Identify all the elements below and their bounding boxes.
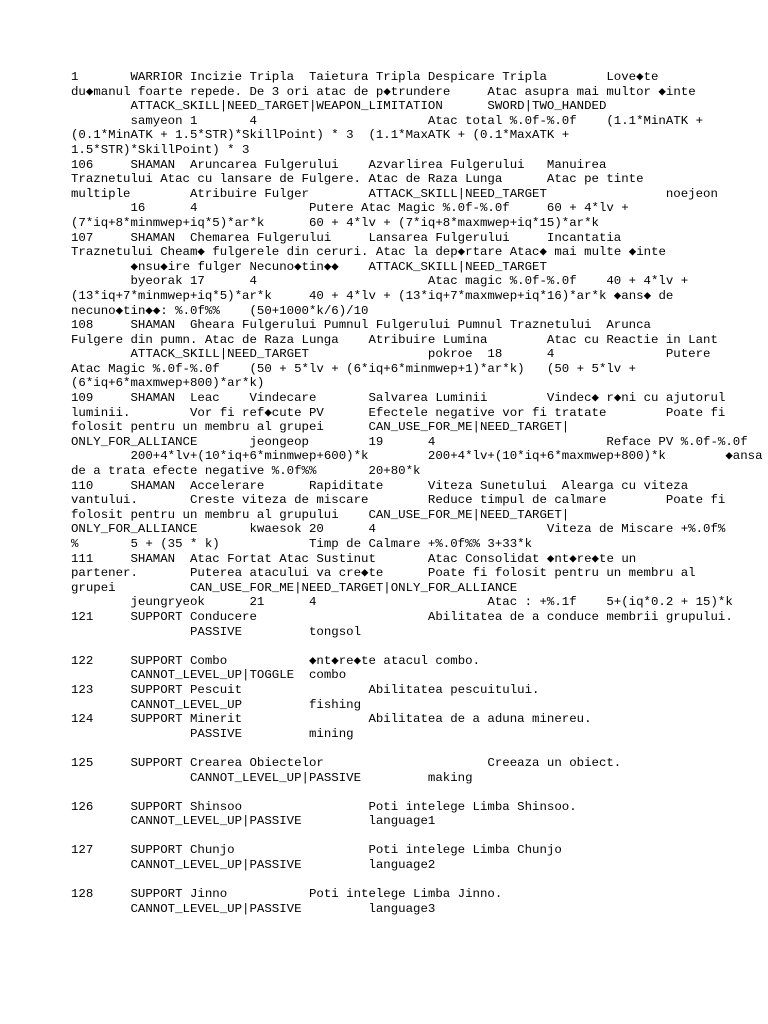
skill-table-text: 1 WARRIOR Incizie Tripla Taietura Tripla Despicare Tripla Love◆te du◆manul foarte repede. De 3 ori atac de p◆trundere Atac asupra mai multor ◆inte ATTACK_SKILL|NEED_TARGET|WEAPON_LIMITATION SWORD|TWO_HANDED samyeon 1 4 Atac total %.0f-%.0f (1.1*MinATK + (0.1*MinATK + 1.5*STR)*SkillPoint) * 3 (1.1*MaxATK + (0.1*MaxATK + 1.5*STR)*SkillPoint) * 3 106 SHAMAN Aruncarea Fulgerului Azvarlirea Fulgerului Manuirea Traznetului Atac cu lansare de Fulgere. Atac de Raza Lunga Atac pe tinte multiple Atribuire Fulger ATTACK_SKILL|NEED_TARGET noejeon 16 4 Putere Atac Magic %.0f-%.0f 60 + 4*lv + (7*iq+8*minmwep+iq*5)*ar*k 60 + 4*lv + (7*iq+8*maxmwep+iq*15)*ar*k 107 SHAMAN Chemarea Fulgerului Lansarea Fulgerului Incantatia Traznetului Cheam◆ fulgerele din ceruri. Atac la dep◆rtare Atac◆ mai multe ◆inte ◆nsu◆ire fulger Necuno◆tin◆◆ ATTACK_SKILL|NEED_TARGET byeorak 17 4 Atac magic %.0f-%.0f 40 + 4*lv + (13*iq+7*minmwep+iq*5)*ar*k 40 + 4*lv + (13*iq+7*maxmwep+iq*16)*ar*k ◆ans◆ de necuno◆tin◆◆: %.0f%% (50+1000*k/6)/10 108 SHAMAN Gheara Fulgerului Pumnul Fulgerului Pumnul Traznetului Arunca Fulgere din pumn. Atac de Raza Lunga Atribuire Lumina Atac cu Reactie in Lant ATTACK_SKILL|NEED_TARGET pokroe 18 4 Putere Atac Magic %.0f-%.0f (50 + 5*lv + (6*iq+6*minmwep+1)*ar*k) (50 + 5*lv + (6*iq+6*maxmwep+800)*ar*k) 109 SHAMAN Leac Vindecare Salvarea Luminii Vindec◆ r◆ni cu ajutorul luminii. Vor fi ref◆cute PV Efectele negative vor fi tratate Poate fi folosit pentru un membru al grupei CAN_USE_FOR_ME|NEED_TARGET| ONLY_FOR_ALLIANCE jeongeop 19 4 Reface PV %.0f-%.0f 200+4*lv+(10*iq+6*minmwep+600)*k 200+4*lv+(10*iq+6*maxmwep+800)*k ◆ansa de a trata efecte negative %.0f%% 20+80*k 110 SHAMAN Accelerare Rapiditate Viteza Sunetului Alearga cu viteza vantului. Creste viteza de miscare Reduce timpul de calmare Poate fi folosit pentru un membru al grupului CAN_USE_FOR_ME|NEED_TARGET| ONLY_FOR_ALLIANCE kwaesok 20 4 Viteza de Miscare +%.0f% % 5 + (35 * k) Timp de Calmare +%.0f%% 3+33*k 111 SHAMAN Atac Fortat Atac Sustinut Atac Consolidat ◆nt◆re◆te un partener. Puterea atacului va cre◆te Poate fi folosit pentru un membru al grupei CAN_USE_FOR_ME|NEED_TARGET|ONLY_FOR_ALLIANCE jeungryeok 21 4 Atac : +%.1f 5+(iq*0.2 + 15)*k 121 SUPPORT Conducere Abilitatea de a conduce membrii grupului. PASSIVE tongsol 122 SUPPORT Combo ◆nt◆re◆te atacul combo. CANNOT_LEVEL_UP|TOGGLE combo 123 SUPPORT Pescuit Abilitatea pescuitului. CANNOT_LEVEL_UP fishing 124 SUPPORT Minerit Abilitatea de a aduna minereu. PASSIVE mining 125 SUPPORT Crearea Obiectelor Creeaza un obiect. CANNOT_LEVEL_UP|PASSIVE making 126 SUPPORT Shinsoo Poti intelege Limba Shinsoo. CANNOT_LEVEL_UP|PASSIVE language1 127 SUPPORT Chunjo Poti intelege Limba Chunjo CANNOT_LEVEL_UP|PASSIVE language2 128 SUPPORT Jinno Poti intelege Limba Jinno. CANNOT_LEVEL_UP|PASSIVE language3 xyxy=(71,70,763,916)
